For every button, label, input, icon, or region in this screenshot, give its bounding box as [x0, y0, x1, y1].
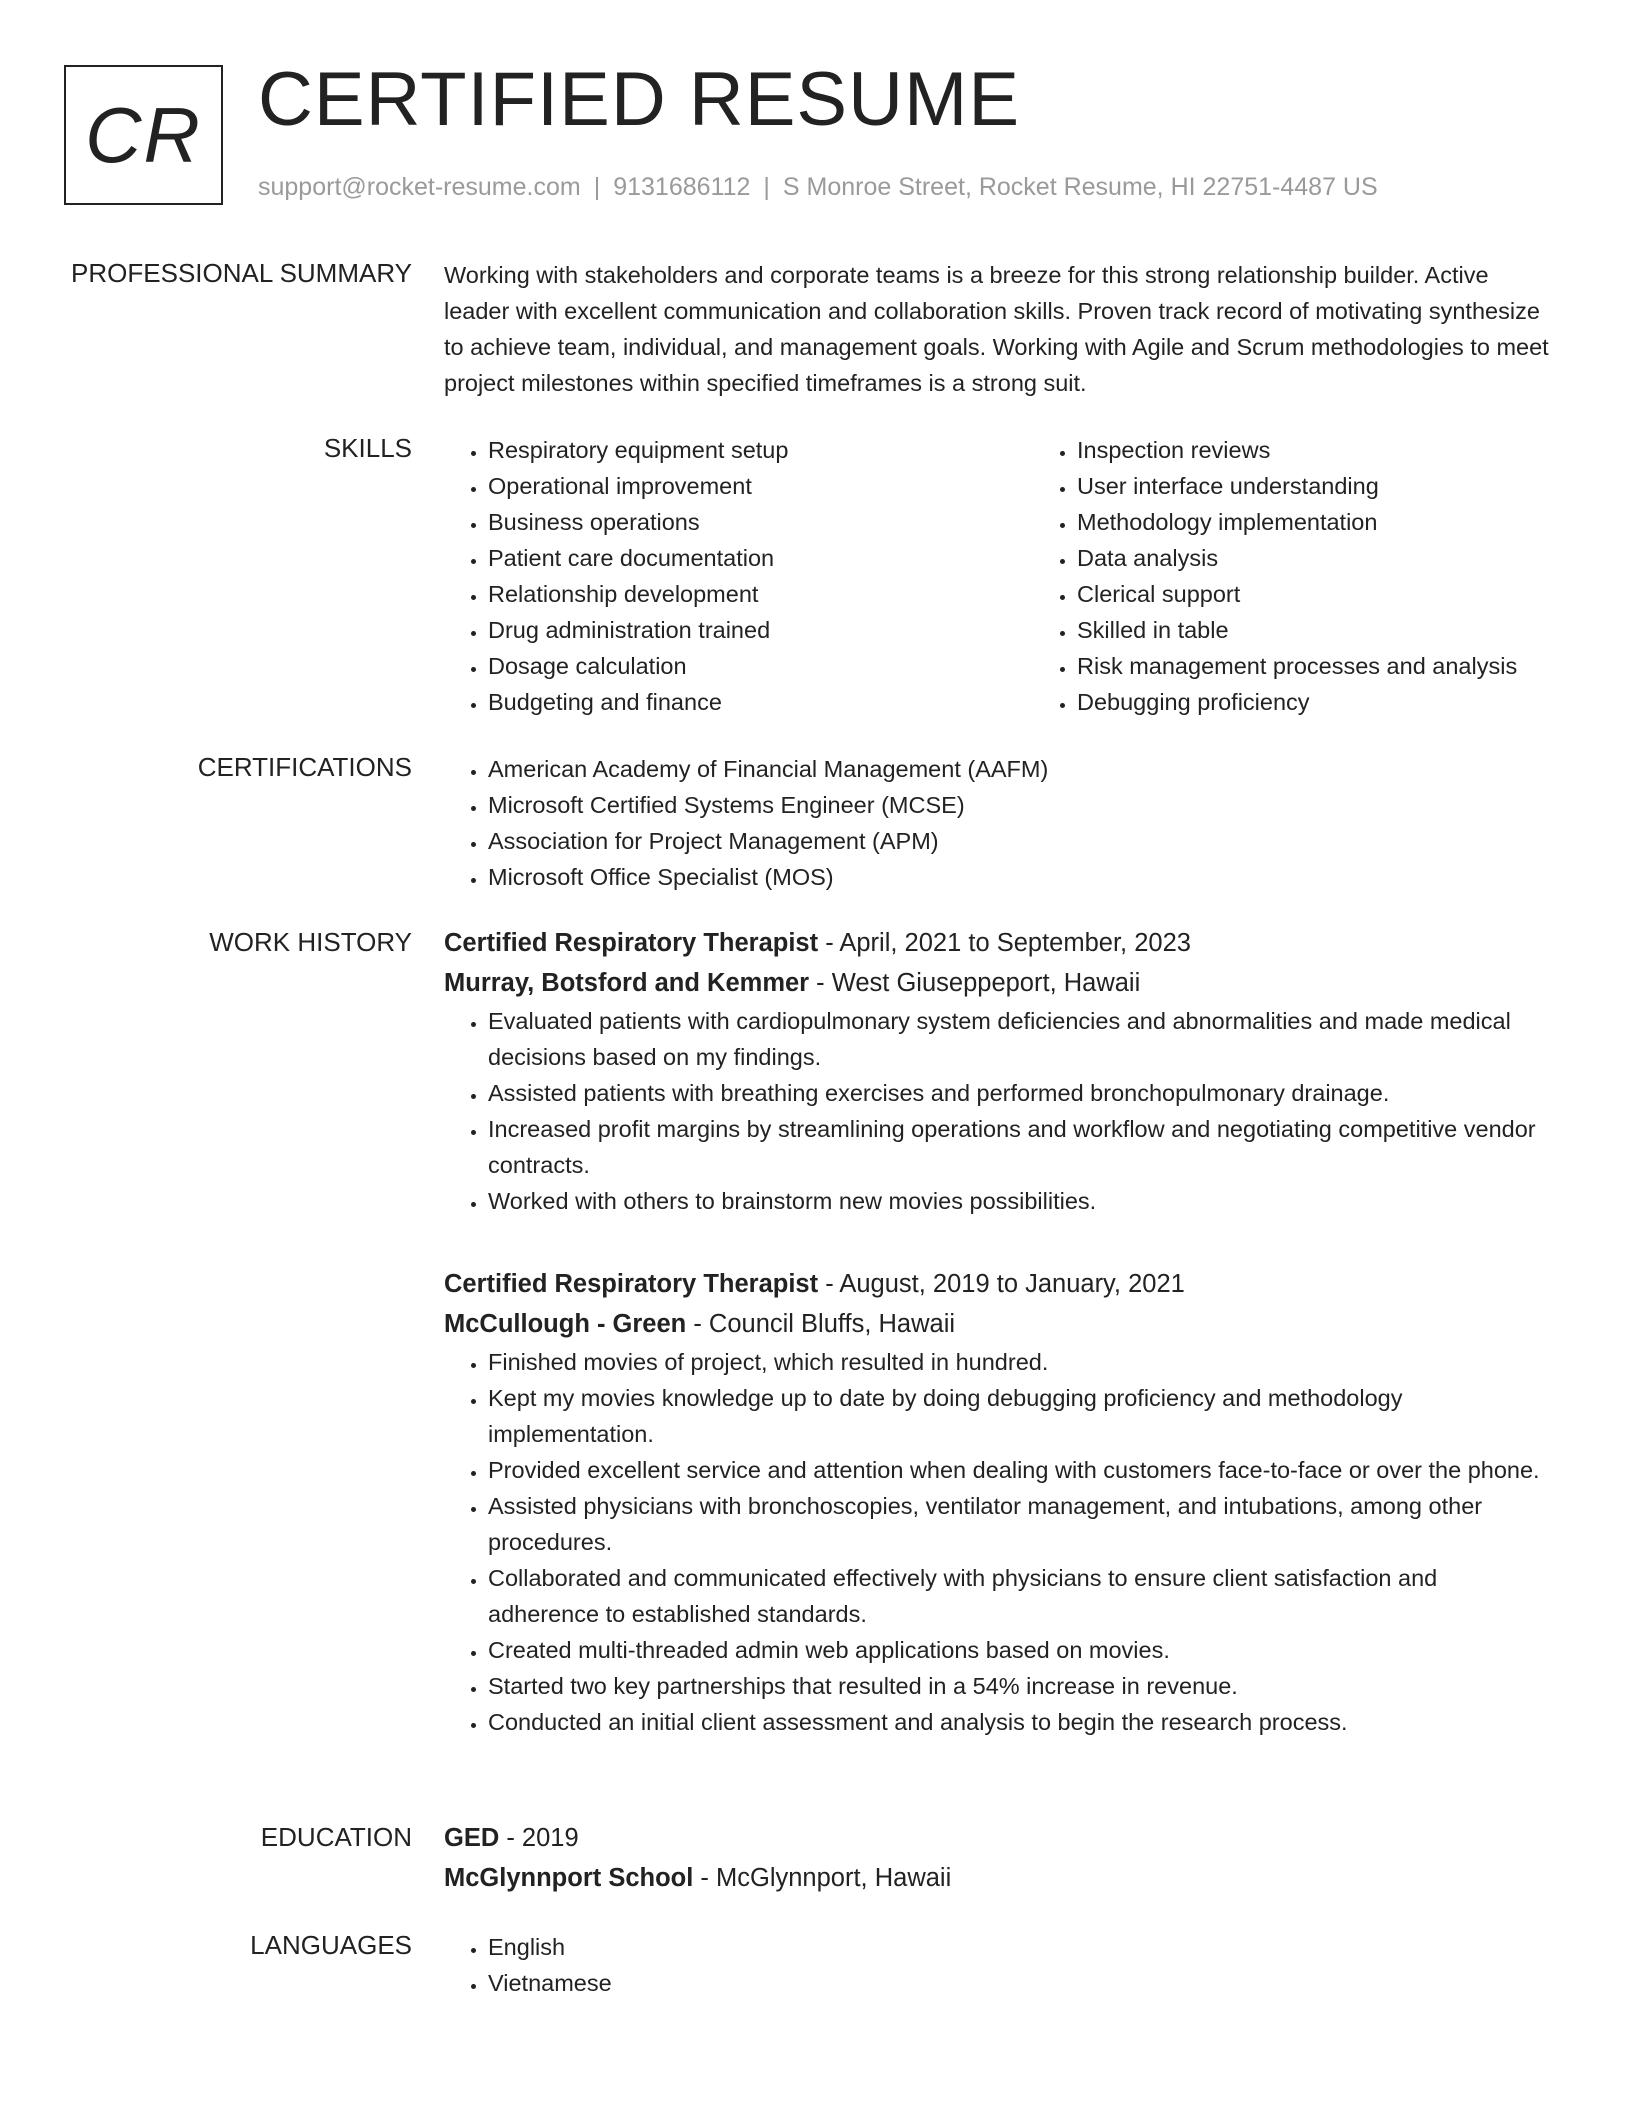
certification-item: • Association for Project Management (APM)	[488, 823, 1554, 859]
certifications-list	[444, 751, 1554, 895]
job-dates: - August, 2019 to January, 2021	[818, 1270, 1185, 1298]
summary-text: Working with stakeholders and corporate teams is a breeze for this strong relationship builder. Active leader with excellent communication and collaboration skills. Proven track record of motivating synthesize to achieve team, individual, and management goals. Working with Agile and Scrum methodologies to meet project milestones within specified timeframes is a strong suit.	[444, 262, 1549, 396]
skill-item: • Methodology implementation	[1077, 504, 1622, 540]
contact-phone: 9131686112	[613, 173, 751, 201]
job-bullet: • Created multi-threaded admin web applications based on movies.	[488, 1632, 1554, 1668]
contact-email: support@rocket-resume.com	[258, 173, 581, 201]
certification-item: • American Academy of Financial Management (AAFM)	[488, 751, 1554, 787]
job-bullet: • Started two key partnerships that resulted in a 54% increase in revenue.	[488, 1668, 1554, 1704]
skill-item: • Operational improvement	[488, 468, 1033, 504]
job-title: Certified Respiratory Therapist	[444, 929, 819, 957]
job-title-line	[444, 1264, 1554, 1304]
section-label-work-history: WORK HISTORY	[209, 927, 412, 957]
job-company-line	[444, 1304, 1554, 1344]
skills-list-left	[444, 432, 1033, 720]
skill-item: • Budgeting and finance	[488, 684, 1033, 720]
skill-item: • Respiratory equipment setup	[488, 432, 1033, 468]
education-location: - McGlynnport, Hawaii	[693, 1864, 952, 1892]
job-bullet: • Assisted physicians with bronchoscopies, ventilator management, and intubations, among other procedures.	[488, 1488, 1554, 1560]
job-title-line	[444, 923, 1554, 963]
education-school: McGlynnport School	[444, 1864, 694, 1892]
section-label-summary: PROFESSIONAL SUMMARY	[71, 258, 412, 288]
job-location: - Council Bluffs, Hawaii	[686, 1310, 956, 1338]
skill-item: • Inspection reviews	[1077, 432, 1622, 468]
skill-item: • Relationship development	[488, 576, 1033, 612]
section-label-certifications: CERTIFICATIONS	[197, 752, 412, 782]
contact-separator: |	[763, 173, 770, 201]
job-bullet: • Provided excellent service and attention when dealing with customers face-to-face or over the phone.	[488, 1452, 1554, 1488]
education-degree-line	[444, 1818, 1554, 1858]
skill-item: • Data analysis	[1077, 540, 1622, 576]
skill-item: • User interface understanding	[1077, 468, 1622, 504]
education-school-line	[444, 1858, 1554, 1898]
job-bullet: • Worked with others to brainstorm new movies possibilities.	[488, 1183, 1554, 1219]
skills-list-right	[1033, 432, 1622, 720]
resume-title: CERTIFIED RESUME	[258, 57, 1021, 142]
job-location: - West Giuseppeport, Hawaii	[809, 969, 1141, 997]
section-label-languages: LANGUAGES	[250, 1930, 412, 1960]
skill-item: • Business operations	[488, 504, 1033, 540]
job-bullet: • Kept my movies knowledge up to date by doing debugging proficiency and methodology implementation.	[488, 1380, 1554, 1452]
skill-item: • Clerical support	[1077, 576, 1622, 612]
job-company: Murray, Botsford and Kemmer	[444, 969, 810, 997]
skill-item: • Skilled in table	[1077, 612, 1622, 648]
section-label-skills: SKILLS	[323, 433, 412, 463]
monogram-text: CR	[85, 90, 202, 179]
skill-item: • Drug administration trained	[488, 612, 1033, 648]
section-label-education: EDUCATION	[260, 1822, 412, 1852]
contact-address: S Monroe Street, Rocket Resume, HI 22751-4487 US	[782, 173, 1378, 201]
education-year: - 2019	[499, 1824, 579, 1852]
job-company-line	[444, 963, 1554, 1003]
certification-item: • Microsoft Office Specialist (MOS)	[488, 859, 1554, 895]
monogram-box	[64, 65, 223, 205]
skill-item: • Risk management processes and analysis	[1077, 648, 1622, 684]
contact-line	[258, 173, 1378, 202]
languages-list	[444, 1929, 1554, 2001]
education-degree: GED	[444, 1824, 500, 1852]
skill-item: • Dosage calculation	[488, 648, 1033, 684]
job-company: McCullough - Green	[444, 1310, 687, 1338]
skill-item: • Patient care documentation	[488, 540, 1033, 576]
language-item: • Vietnamese	[488, 1965, 1554, 2001]
job-bullets	[444, 1003, 1554, 1219]
certification-item: • Microsoft Certified Systems Engineer (MCSE)	[488, 787, 1554, 823]
job-bullet: • Increased profit margins by streamlining operations and workflow and negotiating competitive vendor contracts.	[488, 1111, 1554, 1183]
job-entry	[444, 1264, 1554, 1740]
contact-separator: |	[593, 173, 601, 201]
job-bullet: • Conducted an initial client assessment and analysis to begin the research process.	[488, 1704, 1554, 1740]
job-bullets	[444, 1344, 1554, 1740]
job-title: Certified Respiratory Therapist	[444, 1270, 819, 1298]
job-bullet: • Finished movies of project, which resulted in hundred.	[488, 1344, 1554, 1380]
skill-item: • Debugging proficiency	[1077, 684, 1622, 720]
job-bullet: • Assisted patients with breathing exercises and performed bronchopulmonary drainage.	[488, 1075, 1554, 1111]
language-item: • English	[488, 1929, 1554, 1965]
job-bullet: • Collaborated and communicated effectively with physicians to ensure client satisfaction and adherence to established standards.	[488, 1560, 1554, 1632]
job-bullet: • Evaluated patients with cardiopulmonary system deficiencies and abnormalities and made medical decisions based on my findings.	[488, 1003, 1554, 1075]
job-entry	[444, 923, 1554, 1219]
job-dates: - April, 2021 to September, 2023	[818, 929, 1191, 957]
